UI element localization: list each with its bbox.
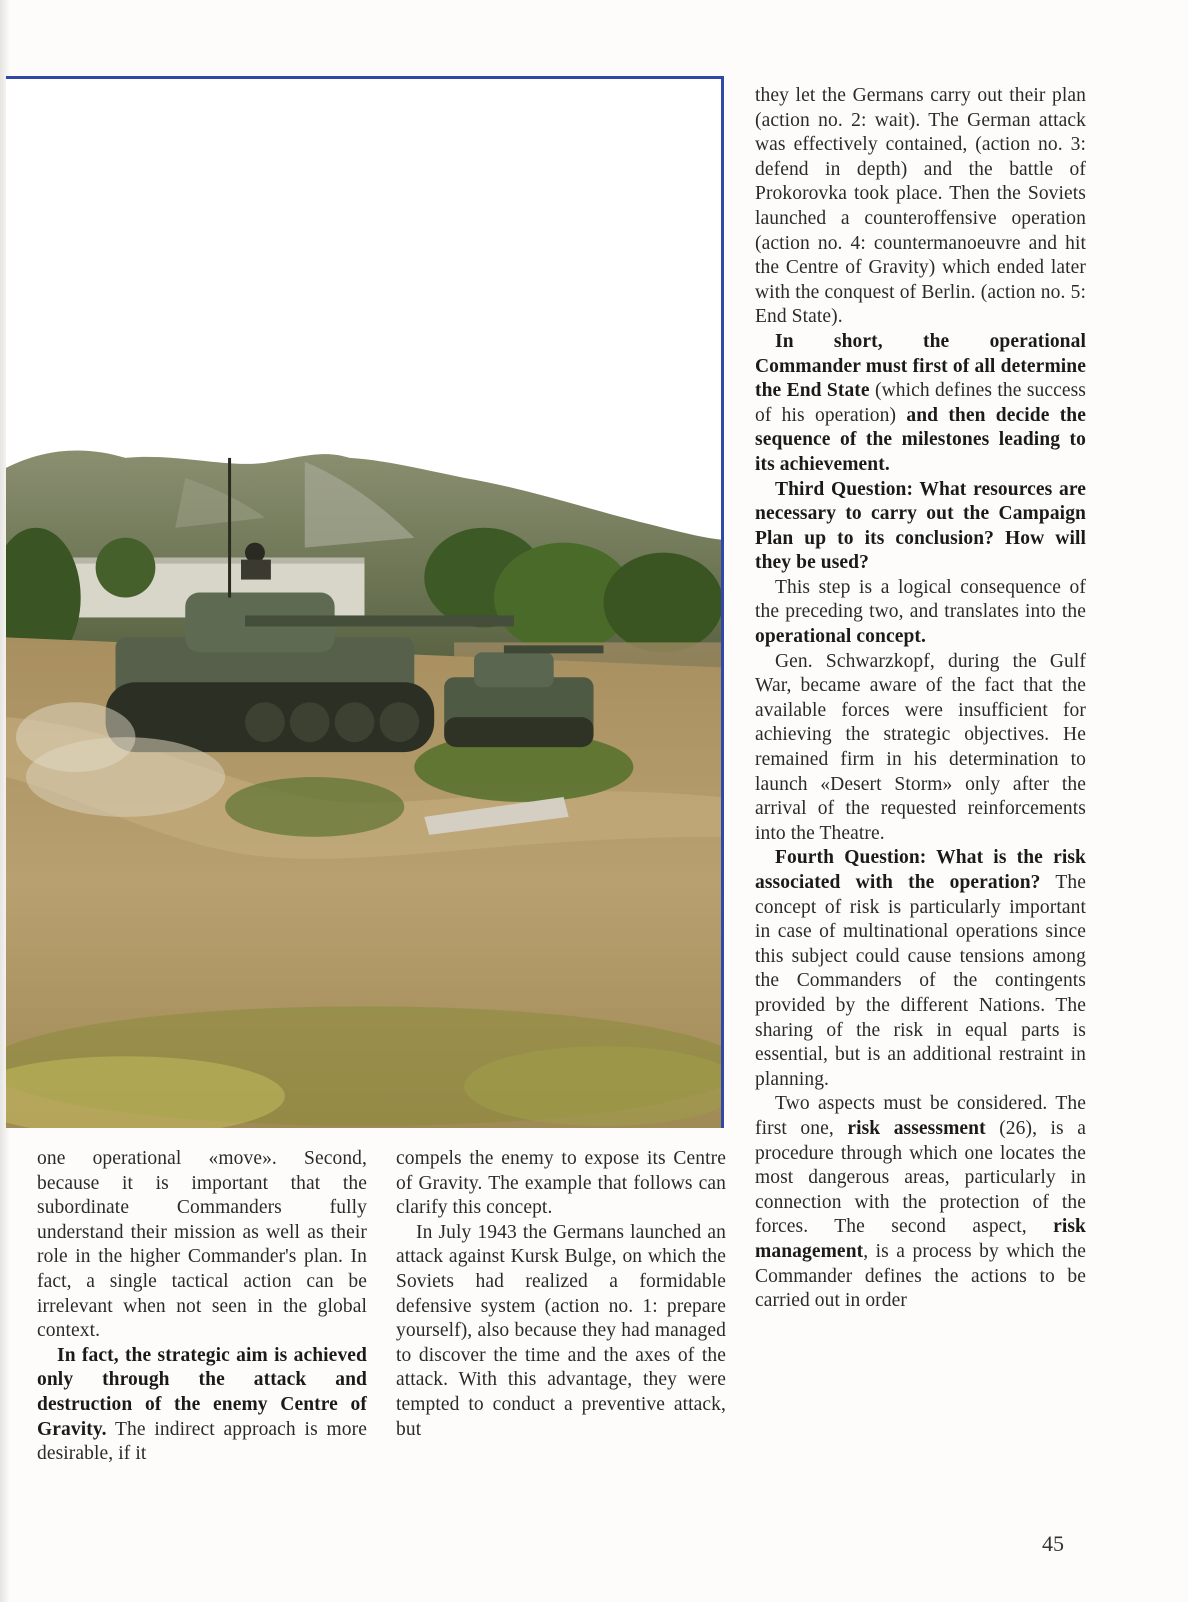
left-paragraph-2-rest: The indirect approach is more desirable, if it bbox=[37, 1418, 367, 1465]
third-question-heading: Third Question: What resources are necessary to carry out the Campaign Plan up to its conclusion? How will they be used? bbox=[755, 478, 1086, 574]
right-paragraph-2-bold-a: In short, the operational Commander must first of all determine the End State bbox=[755, 330, 1086, 402]
left-paragraph-1: one operational «move». Second, because it is important that the subordinate Commanders fully understand their mission as well as their role in the higher Commander's plan. In fact, a single tactical action can be irrelevant when not seen in the global context. bbox=[37, 1148, 367, 1342]
right-paragraph-5: Gen. Schwarzkopf, during the Gulf War, became aware of the fact that the available forces were insufficient for achieving the strategic objectives. He remained firm in his determination to launch «Desert Storm» only after the arrival of the requested reinforcements into the Theatre. bbox=[755, 650, 1086, 844]
right-paragraph-2-mid: (which defines the success of his operation) bbox=[755, 380, 1086, 426]
right-text-column bbox=[755, 84, 1086, 1314]
fourth-question-heading: Fourth Question: What is the risk associated with the operation? bbox=[755, 847, 1086, 893]
right-paragraph-1: they let the Germans carry out their plan (action no. 2: wait). The German attack was effectively contained, (action no. 3: defend in depth) and the battle of Prokorovka took place. Then the Soviets launched a counteroffensive operation (action no. 4: countermanoeuvre and hit the Centre of Gravity) which ended later with the conquest of Berlin. (action no. 5: End State). bbox=[755, 85, 1086, 328]
left-text-column bbox=[37, 1147, 367, 1467]
right-paragraph-2 bbox=[755, 330, 1086, 478]
tank-photo-illustration bbox=[6, 79, 721, 1128]
right-paragraph-3 bbox=[755, 478, 1086, 576]
right-paragraph-2-bold-b: and then decide the sequence of the milestones leading to its achievement. bbox=[755, 404, 1086, 475]
right-paragraph-7-b: (26), is a procedure through which one locates the most dangerous areas, particularly in connection with the protection of the forces. The second aspect, bbox=[755, 1117, 1086, 1238]
right-paragraph-6 bbox=[755, 846, 1086, 1092]
left-paragraph-2-bold: In fact, the strategic aim is achieved only through the attack and destruction of the enemy Centre of Gravity. bbox=[37, 1344, 367, 1440]
left-paragraph-2 bbox=[37, 1344, 367, 1467]
right-paragraph-7 bbox=[755, 1092, 1086, 1313]
right-paragraph-7-a: Two aspects must be considered. The first one, bbox=[755, 1093, 1086, 1139]
risk-assessment-term: risk assessment bbox=[847, 1117, 986, 1139]
middle-paragraph-1: compels the enemy to expose its Centre of Gravity. The example that follows can clarify this concept. bbox=[396, 1148, 726, 1219]
middle-paragraph-2: In July 1943 the Germans launched an attack against Kursk Bulge, on which the Soviets had realized a formidable defensive system (action no. 1: prepare yourself), also because they had managed to discover the time and the axes of the attack. With this advantage, they were tempted to conduct a preventive attack, but bbox=[396, 1221, 726, 1440]
page-number: 45 bbox=[1042, 1531, 1064, 1556]
right-paragraph-6-rest: The concept of risk is particularly important in case of multinational operations since this subject could cause tensions among the Commanders of the contingents provided by the different Nations. The sharing of the risk in equal parts is essential, but is an additional restraint in planning. bbox=[755, 872, 1086, 1090]
middle-text-column bbox=[396, 1147, 726, 1442]
risk-management-term: risk management bbox=[755, 1216, 1086, 1262]
right-paragraph-4 bbox=[755, 576, 1086, 650]
right-paragraph-4-text: This step is a logical consequence of the preceding two, and translates into the bbox=[755, 576, 1086, 623]
right-paragraph-4-bold: operational concept. bbox=[755, 626, 926, 648]
tank-photo bbox=[6, 76, 724, 1128]
right-paragraph-7-c: , is a process by which the Commander defines the actions to be carried out in order bbox=[755, 1240, 1086, 1312]
